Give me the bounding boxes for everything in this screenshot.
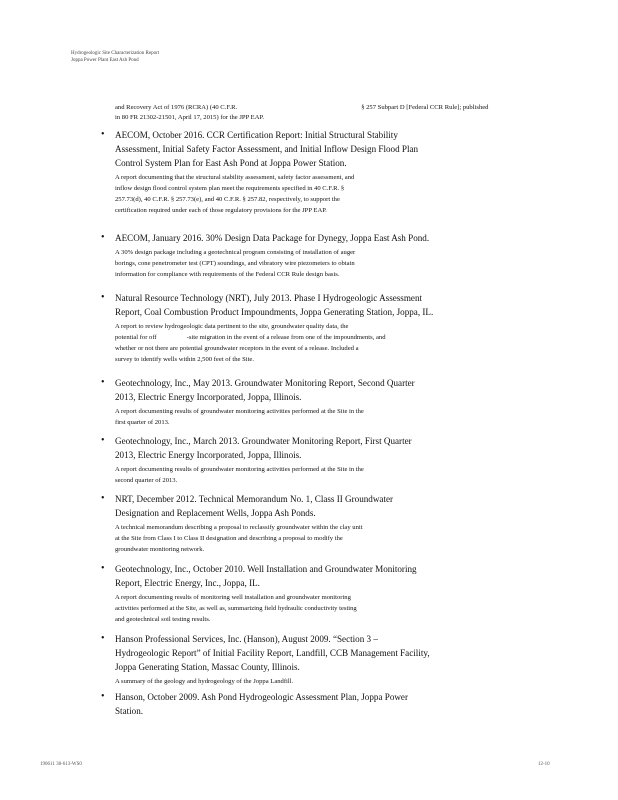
reference-entry [95, 231, 465, 280]
reference-title: Station. [115, 706, 144, 716]
reference-title: Report, Coal Combustion Product Impoundments, Joppa Generating Station, Joppa, IL. [115, 307, 434, 317]
bullet-icon: • [101, 633, 105, 644]
bullet-icon: • [101, 292, 105, 303]
reference-entry [95, 690, 465, 718]
header-report-title: Hydrogeologic Site Characterization Report [71, 51, 160, 56]
bullet-icon: • [101, 232, 105, 243]
reference-title: Control System Plan for East Ash Pond at Joppa Power Station. [115, 158, 347, 168]
bullet-icon: • [101, 691, 105, 702]
running-header [71, 50, 159, 64]
bullet-icon: • [101, 129, 105, 140]
reference-description: A technical memorandum describing a proposal to reclassify groundwater within the clay unit at the Site from Class I to Class II designation and describing a proposal to modify the groundwater monitoring network. [115, 524, 363, 553]
reference-title: Hanson Professional Services, Inc. (Hanson), August 2009. “Section 3 – [115, 634, 378, 644]
bullet-icon: • [101, 435, 105, 446]
reference-entry [95, 632, 465, 687]
reference-entry [95, 434, 465, 486]
footer-page-number: 12-10 [538, 762, 550, 767]
continued-line: in 80 FR 21302-21501, April 17, 2015) for the JPP EAP. [115, 114, 265, 121]
bullet-icon: • [101, 493, 105, 504]
reference-title: AECOM, October 2016. CCR Certification Report: Initial Structural Stability [115, 130, 398, 140]
reference-title: Natural Resource Technology (NRT), July 2013. Phase I Hydrogeologic Assessment [115, 293, 423, 303]
reference-description: A 30% design package including a geotechnical program consisting of installation of auger borings, cone penetrometer test (CPT) soundings, and vibratory wire piezometers to obtain information for compliance with requirements of the Federal CCR Rule design basis. [115, 249, 356, 278]
reference-title: Geotechnology, Inc., October 2010. Well Installation and Groundwater Monitoring [115, 564, 417, 574]
reference-title: Assessment, Initial Safety Factor Assessment, and Initial Inflow Design Flood Plan [115, 144, 419, 154]
reference-description: A report documenting that the structural stability assessment, safety factor assessment, and inflow design flood control system plan meet the requirements specified in 40 C.F.R. § 257.73(d), 40 C.F.R. § 257.73(e), and 40 C.F.R. § 257.82, respectively, to support the certification required under each of those regulatory provisions for the JPP EAP. [115, 174, 355, 214]
reference-description: A report documenting results of groundwater monitoring activities performed at the Site in the first quarter of 2013. [115, 408, 364, 426]
reference-title: Hydrogeologic Report” of Initial Facility Report, Landfill, CCB Management Facility, [115, 648, 430, 658]
reference-description: A report documenting results of groundwater monitoring activities performed at the Site in the second quarter of 2013. [115, 466, 364, 484]
reference-title: Joppa Generating Station, Massac County, Illinois. [115, 662, 300, 672]
reference-description: A report documenting results of monitoring well installation and groundwater monitoring activities performed at the Site, as well as, summarizing field hydraulic conductivity testing and geotechnical soil testing results. [115, 594, 357, 623]
header-site-name: Joppa Power Plant East Ash Pond [71, 58, 139, 63]
footer-doc-number: 190611 38-613-WS0 [40, 762, 82, 767]
bullet-icon: • [101, 563, 105, 574]
reference-title: 2013, Electric Energy Incorporated, Joppa, Illinois. [115, 392, 302, 402]
reference-description: A summary of the geology and hydrogeology of the Joppa Landfill. [115, 678, 294, 685]
reference-title: 2013, Electric Energy Incorporated, Joppa, Illinois. [115, 450, 302, 460]
reference-title: Report, Electric Energy, Inc., Joppa, IL. [115, 578, 260, 588]
reference-title: Hanson, October 2009. Ash Pond Hydrogeologic Assessment Plan, Joppa Power [115, 692, 408, 702]
reference-title: AECOM, January 2016. 30% Design Data Package for Dynegy, Joppa East Ash Pond. [115, 233, 430, 243]
reference-title: Designation and Replacement Wells, Joppa Ash Ponds. [115, 508, 316, 518]
continued-reference [115, 103, 488, 123]
reference-title: Geotechnology, Inc., March 2013. Groundwater Monitoring Report, First Quarter [115, 436, 412, 446]
bullet-icon: • [101, 377, 105, 388]
reference-description: A report to review hydrogeologic data pertinent to the site, groundwater quality data, the potential for off -site migration in the event of a release from one of the impoundments, and whether or not there are potential groundwater receptors in the event of a release. Included a survey to identify wells within 2,500 feet of the Site. [115, 323, 386, 363]
reference-entry [95, 562, 465, 625]
reference-entry [95, 291, 465, 365]
reference-title: Geotechnology, Inc., May 2013. Groundwater Monitoring Report, Second Quarter [115, 378, 415, 388]
reference-entry [95, 376, 465, 428]
reference-entry [95, 128, 465, 216]
reference-entry [95, 492, 465, 555]
reference-title: NRT, December 2012. Technical Memorandum No. 1, Class II Groundwater [115, 494, 394, 504]
continued-line: and Recovery Act of 1976 (RCRA) (40 C.F.R. § 257 Subpart D [Federal CCR Rule]; published [115, 104, 489, 111]
